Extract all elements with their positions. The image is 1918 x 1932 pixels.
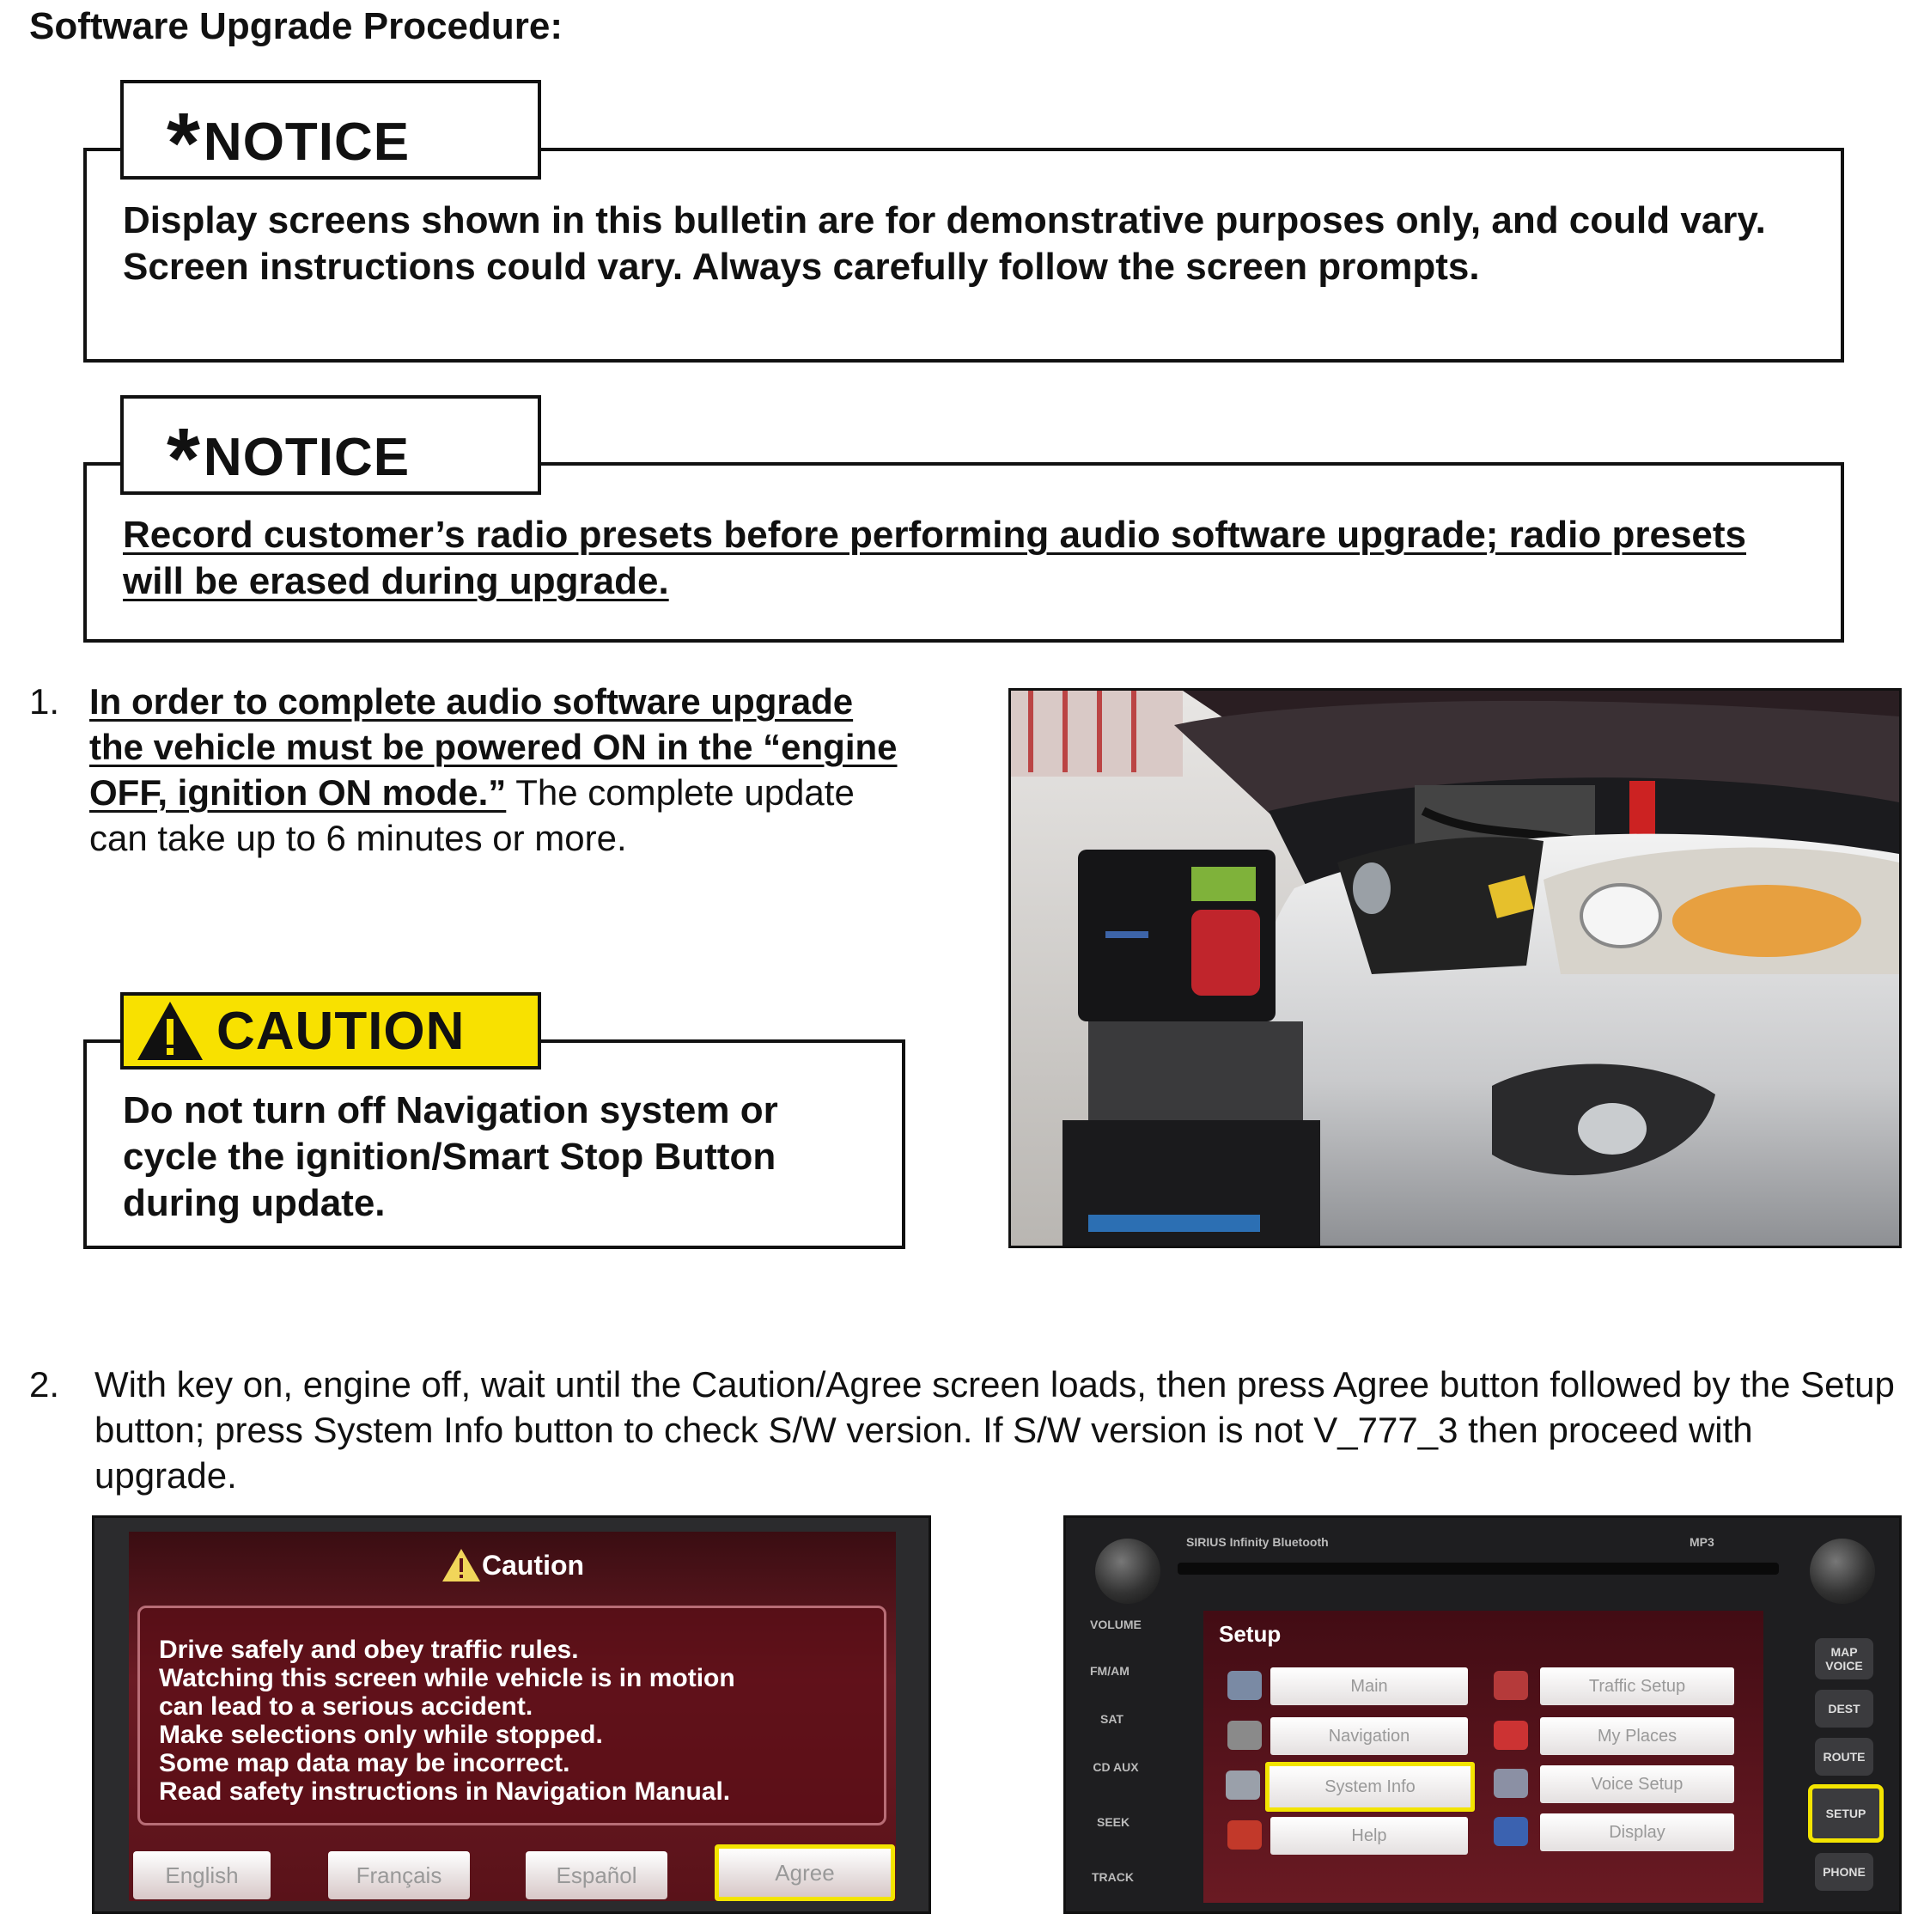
step-2-number: 2. bbox=[29, 1364, 60, 1405]
notice-box-1 bbox=[83, 148, 1844, 363]
voice-setup-button[interactable]: Voice Setup bbox=[1540, 1765, 1734, 1803]
left-label-fmam: FM/AM bbox=[1090, 1664, 1129, 1678]
vehicle-photo-image bbox=[1011, 691, 1899, 1246]
setup-screen-photo bbox=[1063, 1515, 1902, 1914]
setup-button[interactable]: SETUP bbox=[1808, 1784, 1884, 1843]
top-label: SIRIUS Infinity Bluetooth bbox=[1186, 1535, 1329, 1549]
navigation-button[interactable]: Navigation bbox=[1270, 1717, 1468, 1755]
setup-screen-title: Setup bbox=[1219, 1621, 1282, 1647]
navigation-icon bbox=[1227, 1721, 1262, 1750]
notice-1-label: NOTICE bbox=[203, 113, 411, 172]
phone-button[interactable]: PHONE bbox=[1815, 1853, 1873, 1891]
notice-2-text: Record customer’s radio presets before performing audio software upgrade; radio presets will be erased during upgrade. bbox=[123, 514, 1747, 602]
warning-triangle-icon bbox=[136, 1000, 204, 1062]
dest-button[interactable]: DEST bbox=[1815, 1690, 1873, 1728]
step-1-bold-text: In order to complete audio software upgrade the vehicle must be powered ON in the “engine OFF, ignition ON mode.” bbox=[89, 681, 898, 813]
caution-label: CAUTION bbox=[216, 1001, 466, 1061]
asterisk-icon: * bbox=[167, 95, 200, 192]
help-icon bbox=[1227, 1820, 1262, 1850]
english-button[interactable]: English bbox=[133, 1851, 271, 1899]
tune-knob[interactable] bbox=[1810, 1539, 1875, 1604]
notice-tab-2 bbox=[120, 395, 541, 507]
left-label-sat: SAT bbox=[1100, 1712, 1123, 1726]
mp3-label: MP3 bbox=[1690, 1535, 1714, 1549]
voice-setup-icon bbox=[1494, 1769, 1528, 1798]
route-button[interactable]: ROUTE bbox=[1815, 1738, 1873, 1776]
caution-message: Drive safely and obey traffic rules. Watching this screen while vehicle is in motion can lead to a serious accident. Make selections only while stopped. Some map data may be incorrect. Read safety instructions in Navigation Manual. bbox=[159, 1636, 735, 1806]
display-button[interactable]: Display bbox=[1540, 1813, 1734, 1851]
volume-knob[interactable] bbox=[1095, 1539, 1160, 1604]
my-places-button[interactable]: My Places bbox=[1540, 1717, 1734, 1755]
setup-screen bbox=[1203, 1611, 1763, 1903]
my-places-icon bbox=[1494, 1721, 1528, 1750]
system-info-button[interactable]: System Info bbox=[1265, 1762, 1475, 1812]
caution-tab bbox=[120, 992, 541, 1070]
caution-message-panel bbox=[137, 1606, 886, 1825]
caution-screen bbox=[129, 1532, 896, 1901]
asterisk-icon: * bbox=[167, 411, 200, 507]
map-voice-button[interactable]: MAP VOICE bbox=[1815, 1638, 1873, 1679]
traffic-setup-icon bbox=[1494, 1671, 1528, 1700]
main-icon bbox=[1227, 1671, 1262, 1700]
main-button[interactable]: Main bbox=[1270, 1667, 1468, 1705]
cd-slot bbox=[1178, 1563, 1779, 1575]
warning-triangle-icon bbox=[441, 1547, 482, 1583]
step-1-text bbox=[89, 679, 914, 861]
help-button[interactable]: Help bbox=[1270, 1817, 1468, 1855]
system-info-icon bbox=[1226, 1770, 1260, 1800]
step-1-normal-text: The complete update can take up to 6 minutes or more. bbox=[89, 772, 855, 858]
vehicle-photo bbox=[1008, 688, 1902, 1248]
notice-1-text: Display screens shown in this bulletin are for demonstrative purposes only, and could vary. Screen instructions could vary. Always carefully follow the screen prompts. bbox=[123, 199, 1766, 288]
notice-tab-1 bbox=[120, 80, 541, 192]
left-label-track: TRACK bbox=[1092, 1870, 1134, 1884]
caution-box bbox=[83, 1039, 905, 1249]
caution-screen-title: Caution bbox=[481, 1549, 585, 1581]
caution-screen-photo bbox=[92, 1515, 931, 1914]
notice-2-label: NOTICE bbox=[203, 428, 411, 487]
caution-screen-header bbox=[129, 1532, 896, 1599]
traffic-setup-button[interactable]: Traffic Setup bbox=[1540, 1667, 1734, 1705]
left-label-volume: VOLUME bbox=[1090, 1618, 1142, 1631]
agree-button[interactable]: Agree bbox=[715, 1844, 895, 1901]
espanol-button[interactable]: Español bbox=[526, 1851, 667, 1899]
step-2-text: With key on, engine off, wait until the Caution/Agree screen loads, then press Agree button followed by the Setup button; press System Info button to check S/W version. If S/W version is not V_777_3 then proceed with upgrade. bbox=[94, 1364, 1895, 1496]
display-icon bbox=[1494, 1817, 1528, 1846]
left-label-seek: SEEK bbox=[1097, 1815, 1130, 1829]
francais-button[interactable]: Français bbox=[328, 1851, 470, 1899]
page-heading: Software Upgrade Procedure: bbox=[29, 5, 563, 47]
step-1-number: 1. bbox=[29, 681, 60, 722]
left-label-cd-aux: CD AUX bbox=[1093, 1760, 1139, 1774]
caution-text: Do not turn off Navigation system or cycle the ignition/Smart Stop Button during update. bbox=[123, 1089, 778, 1224]
